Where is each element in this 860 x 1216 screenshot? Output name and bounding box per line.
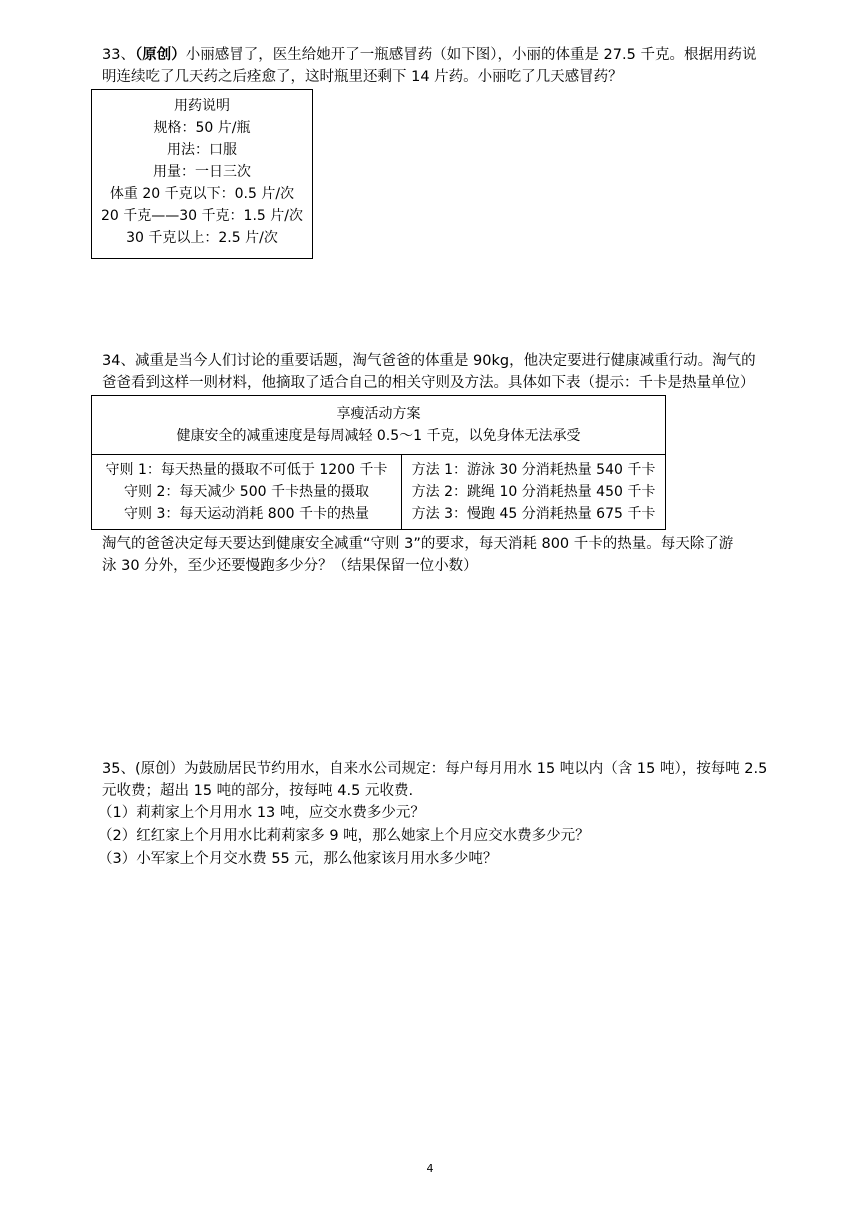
- q33-line-1: [102, 44, 756, 66]
- box-line: 用法：口服: [167, 142, 237, 158]
- methods-cell: [402, 455, 666, 530]
- table-subtitle: 健康安全的减重速度是每周减轻 0.5～1 千克，以免身体无法承受: [176, 428, 581, 444]
- method-item: 方法 2：跳绳 10 分消耗热量 450 千卡: [411, 484, 656, 500]
- q33-line-2: 明连续吃了几天药之后痊愈了，这时瓶里还剩下 14 片药。小丽吃了几天感冒药？: [102, 69, 623, 85]
- medicine-instructions-box: [91, 89, 313, 259]
- method-item: 方法 1：游泳 30 分消耗热量 540 千卡: [411, 462, 656, 478]
- rule-item: 守则 2：每天减少 500 千卡热量的摄取: [124, 484, 369, 500]
- q35-sub-2: （2）红红家上个月用水比莉莉家多 9 吨，那么她家上个月应交水费多少元？: [98, 828, 590, 844]
- table-title: 享瘦活动方案: [336, 406, 421, 422]
- q35-sub-3: （3）小军家上个月交水费 55 元，那么他家该月用水多少吨？: [98, 851, 498, 867]
- q33-number: 33、: [102, 47, 135, 63]
- table-header-cell: [92, 396, 666, 455]
- q34-line-1: 34、减重是当今人们讨论的重要话题，淘气爸爸的体重是 90kg，他决定要进行健康减重行动。淘气的: [102, 353, 756, 369]
- rule-item: 守则 3：每天运动消耗 800 千卡的热量: [124, 506, 369, 522]
- method-item: 方法 3：慢跑 45 分消耗热量 675 千卡: [411, 506, 656, 522]
- box-line: 30 千克以上：2.5 片/次: [126, 230, 278, 246]
- weight-loss-plan-table: [91, 395, 666, 530]
- q35-line-1: 35、(原创）为鼓励居民节约用水，自来水公司规定：每户每月用水 15 吨以内（含 15 吨），按每吨 2.5: [102, 761, 768, 777]
- box-line: 体重 20 千克以下：0.5 片/次: [109, 186, 295, 202]
- rules-cell: [92, 455, 402, 530]
- box-line: 规格：50 片/瓶: [153, 120, 251, 136]
- box-line: 用量：一日三次: [153, 164, 251, 180]
- page-number: 4: [426, 1162, 434, 1175]
- q35-sub-1: （1）莉莉家上个月用水 13 吨，应交水费多少元？: [98, 805, 425, 821]
- box-line: 20 千克——30 千克：1.5 片/次: [101, 208, 303, 224]
- q34-line-2: 爸爸看到这样一则材料，他摘取了适合自己的相关守则及方法。具体如下表（提示：千卡是热量单位）: [102, 375, 755, 391]
- q34-question-line-2: 泳 30 分外，至少还要慢跑多少分？（结果保留一位小数）: [102, 558, 478, 574]
- box-title: 用药说明: [174, 98, 230, 114]
- q35-line-2: 元收费；超出 15 吨的部分，按每吨 4.5 元收费.: [102, 783, 414, 799]
- q33-line-1-text: 小丽感冒了，医生给她开了一瓶感冒药（如下图），小丽的体重是 27.5 千克。根据用药说: [185, 47, 757, 63]
- q34-question-line-1: 淘气的爸爸决定每天要达到健康安全减重“守则 3”的要求，每天消耗 800 千卡的热量。每天除了游: [102, 536, 734, 552]
- q33-tag: （原创）: [134, 47, 186, 63]
- rule-item: 守则 1：每天热量的摄取不可低于 1200 千卡: [105, 462, 388, 478]
